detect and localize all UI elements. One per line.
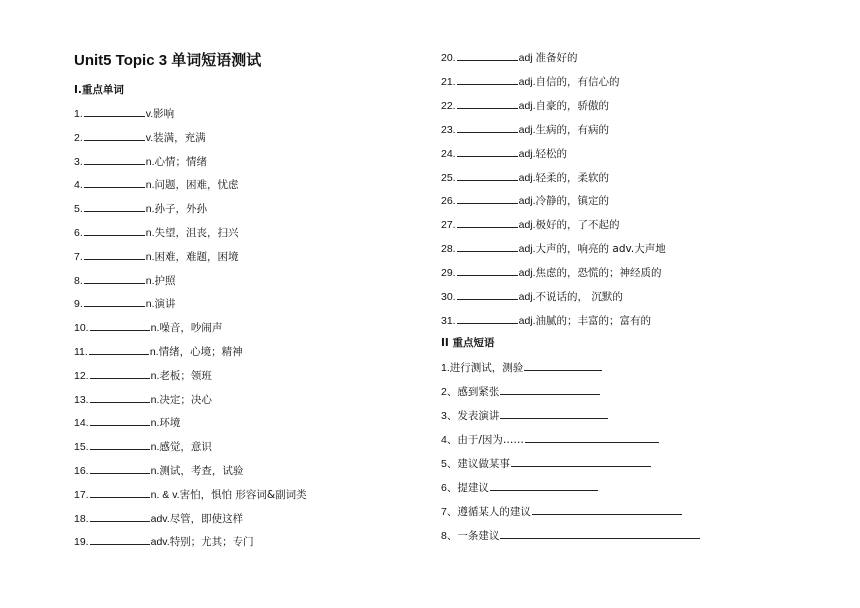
part-of-speech: n. xyxy=(145,155,155,168)
page-title: Unit5 Topic 3 单词短语测试 xyxy=(74,52,262,69)
part-of-speech: adj. xyxy=(518,147,536,160)
part-of-speech: n. xyxy=(145,298,155,311)
word-item xyxy=(74,343,243,359)
phrase-text: 一条建议 xyxy=(457,530,500,542)
answer-blank[interactable] xyxy=(457,73,518,85)
item-number: 4. xyxy=(74,179,83,192)
item-number: 7. xyxy=(74,250,83,263)
answer-blank[interactable] xyxy=(90,414,150,426)
answer-blank[interactable] xyxy=(457,49,518,61)
item-number: 8. xyxy=(74,274,83,287)
phrase-text: 感到紧张 xyxy=(457,386,500,398)
word-meaning: 大声的，响亮的 adv.大声地 xyxy=(535,243,666,256)
answer-blank[interactable] xyxy=(457,121,518,133)
answer-blank[interactable] xyxy=(500,383,600,395)
item-number: 12. xyxy=(74,369,89,382)
item-number: 24. xyxy=(441,147,456,160)
item-number: 15. xyxy=(74,441,89,454)
word-item xyxy=(74,224,239,240)
phrase-text: 进行测试，测验 xyxy=(449,362,524,374)
part-of-speech: adj xyxy=(518,52,536,64)
part-of-speech: adv. xyxy=(150,512,170,525)
word-meaning: 特别；尤其；专门 xyxy=(169,536,254,549)
phrase-item xyxy=(441,431,660,447)
section-key-phrases: II 重点短语 xyxy=(441,337,495,349)
word-meaning: 问题，困难，忧虑 xyxy=(154,179,239,192)
word-meaning: 困难，难题，困境 xyxy=(154,250,239,263)
word-meaning: 尽管，即使这样 xyxy=(169,512,244,525)
phrase-item xyxy=(441,407,609,423)
part-of-speech: n. xyxy=(145,203,155,216)
word-item xyxy=(441,97,609,113)
word-meaning: 环境 xyxy=(159,417,181,430)
answer-blank[interactable] xyxy=(511,455,651,467)
word-item xyxy=(74,414,180,430)
part-of-speech: n. & v. xyxy=(150,488,180,501)
phrase-item xyxy=(441,479,599,495)
item-number: 23. xyxy=(441,123,456,136)
item-number: 13. xyxy=(74,393,89,406)
part-of-speech: adj. xyxy=(518,291,536,303)
item-number: 20. xyxy=(441,52,456,64)
word-meaning: 准备好的 xyxy=(535,52,578,64)
part-of-speech: adj. xyxy=(518,195,536,208)
answer-blank[interactable] xyxy=(90,391,150,403)
word-meaning: 冷静的，镇定的 xyxy=(535,195,610,208)
part-of-speech: n. xyxy=(150,441,160,454)
phrase-text: 遵循某人的建议 xyxy=(457,506,531,518)
part-of-speech: adj. xyxy=(518,99,536,112)
word-meaning: 决定；决心 xyxy=(159,393,212,406)
item-number: 19. xyxy=(74,536,89,549)
word-item xyxy=(74,248,239,264)
word-item xyxy=(74,533,254,549)
item-number: 31. xyxy=(441,314,456,327)
item-number: 27. xyxy=(441,219,456,232)
word-item xyxy=(441,49,578,65)
word-item xyxy=(441,216,620,232)
part-of-speech: n. xyxy=(145,250,155,263)
item-number: 16. xyxy=(74,465,89,477)
word-meaning: 焦虑的，恐慌的；神经质的 xyxy=(535,267,662,280)
part-of-speech: adv. xyxy=(150,536,170,549)
word-meaning: 装满，充满 xyxy=(153,131,206,144)
part-of-speech: n. xyxy=(150,369,160,382)
word-meaning: 护照 xyxy=(154,274,176,287)
part-of-speech: adj. xyxy=(518,219,536,232)
answer-blank[interactable] xyxy=(500,527,700,539)
item-number: 29. xyxy=(441,267,456,280)
word-meaning: 情绪，心境；精神 xyxy=(158,346,243,358)
answer-blank[interactable] xyxy=(84,176,145,188)
part-of-speech: adj. xyxy=(518,314,536,327)
item-number: 6、 xyxy=(441,482,458,494)
item-number: 17. xyxy=(74,488,89,501)
part-of-speech: adj. xyxy=(518,123,536,136)
word-item xyxy=(74,391,212,407)
word-item xyxy=(74,129,206,145)
word-meaning: 自豪的，骄傲的 xyxy=(535,99,610,112)
word-meaning: 自信的，有信心的 xyxy=(535,75,620,88)
word-item xyxy=(441,73,620,89)
item-number: 9. xyxy=(74,298,83,311)
item-number: 7、 xyxy=(441,506,458,518)
item-number: 1. xyxy=(74,108,83,120)
part-of-speech: adj. xyxy=(518,171,536,184)
word-meaning: 轻柔的，柔软的 xyxy=(535,171,610,184)
answer-blank[interactable] xyxy=(84,200,145,212)
word-item xyxy=(74,510,243,526)
word-item xyxy=(441,288,623,304)
word-meaning: 油腻的；丰富的；富有的 xyxy=(535,314,652,327)
answer-blank[interactable] xyxy=(89,343,149,355)
item-number: 26. xyxy=(441,195,456,208)
phrase-text: 提建议 xyxy=(457,482,489,494)
phrase-item xyxy=(441,455,652,471)
item-number: 8、 xyxy=(441,530,458,542)
word-meaning: 测试，考查，试验 xyxy=(159,465,244,477)
word-item xyxy=(74,105,174,121)
answer-blank[interactable] xyxy=(525,431,659,443)
word-item xyxy=(441,264,662,280)
item-number: 1. xyxy=(441,362,450,374)
word-item xyxy=(74,200,207,216)
answer-blank[interactable] xyxy=(490,479,598,491)
item-number: 3、 xyxy=(441,410,458,422)
answer-blank[interactable] xyxy=(457,312,518,324)
word-meaning: 演讲 xyxy=(154,298,176,311)
item-number: 14. xyxy=(74,417,89,430)
word-item xyxy=(74,438,212,454)
word-item xyxy=(74,319,222,335)
answer-blank[interactable] xyxy=(90,367,150,379)
word-meaning: 极好的，了不起的 xyxy=(535,219,620,232)
phrase-text: 发表演讲 xyxy=(457,410,500,422)
item-number: 22. xyxy=(441,99,456,112)
item-number: 21. xyxy=(441,75,456,88)
word-meaning: 老板；领班 xyxy=(159,369,212,382)
answer-blank[interactable] xyxy=(84,105,145,117)
answer-blank[interactable] xyxy=(90,533,150,545)
answer-blank[interactable] xyxy=(90,438,150,450)
phrase-item xyxy=(441,527,701,543)
item-number: 5. xyxy=(74,203,83,216)
item-number: 28. xyxy=(441,243,456,256)
phrase-item xyxy=(441,359,603,375)
answer-blank[interactable] xyxy=(457,97,518,109)
answer-blank[interactable] xyxy=(500,407,608,419)
item-number: 2. xyxy=(74,131,83,144)
word-item xyxy=(441,169,609,185)
answer-blank[interactable] xyxy=(457,264,518,276)
word-meaning: 轻松的 xyxy=(535,147,568,160)
phrase-text: 建议做某事 xyxy=(457,458,510,470)
word-meaning: 害怕，惧怕 形容词&副词类 xyxy=(179,488,307,501)
answer-blank[interactable] xyxy=(84,153,145,165)
item-number: 25. xyxy=(441,171,456,184)
part-of-speech: n. xyxy=(150,465,160,477)
word-item xyxy=(441,145,567,161)
part-of-speech: adj. xyxy=(518,75,536,88)
word-meaning: 心情；情绪 xyxy=(154,155,208,168)
answer-blank[interactable] xyxy=(84,248,145,260)
answer-blank[interactable] xyxy=(457,169,518,181)
word-item xyxy=(74,153,207,169)
answer-blank[interactable] xyxy=(457,288,518,300)
item-number: 2、 xyxy=(441,386,458,398)
word-item xyxy=(441,312,651,328)
word-meaning: 噪音，吵闹声 xyxy=(159,322,223,335)
word-item xyxy=(441,192,609,208)
part-of-speech: n. xyxy=(150,322,160,335)
item-number: 3. xyxy=(74,155,83,168)
part-of-speech: n. xyxy=(145,274,155,287)
phrase-text: 由于/因为…… xyxy=(457,434,524,446)
item-number: 10. xyxy=(74,322,89,335)
answer-blank[interactable] xyxy=(457,216,518,228)
word-item xyxy=(74,462,243,478)
answer-blank[interactable] xyxy=(90,319,150,331)
word-item xyxy=(74,486,307,502)
item-number: 6. xyxy=(74,227,83,239)
word-item xyxy=(441,121,609,137)
word-item xyxy=(74,176,239,192)
word-meaning: 不说话的， 沉默的 xyxy=(535,291,623,303)
word-item xyxy=(441,240,666,256)
part-of-speech: v. xyxy=(145,108,154,120)
word-meaning: 影响 xyxy=(153,108,175,120)
part-of-speech: v. xyxy=(145,131,154,144)
answer-blank[interactable] xyxy=(457,192,518,204)
item-number: 4、 xyxy=(441,434,458,446)
answer-blank[interactable] xyxy=(457,240,518,252)
answer-blank[interactable] xyxy=(84,224,145,236)
answer-blank[interactable] xyxy=(524,359,602,371)
word-meaning: 失望，沮丧，扫兴 xyxy=(154,227,239,239)
part-of-speech: n. xyxy=(149,346,159,358)
item-number: 18. xyxy=(74,512,89,525)
word-item xyxy=(74,272,176,288)
word-item xyxy=(74,367,212,383)
answer-blank[interactable] xyxy=(90,462,150,474)
item-number: 5、 xyxy=(441,458,458,470)
part-of-speech: n. xyxy=(145,179,155,192)
word-meaning: 生病的，有病的 xyxy=(535,123,610,136)
answer-blank[interactable] xyxy=(90,510,150,522)
phrase-item xyxy=(441,503,683,519)
answer-blank[interactable] xyxy=(532,503,682,515)
part-of-speech: n. xyxy=(150,417,160,430)
item-number: 30. xyxy=(441,291,456,303)
item-number: 11. xyxy=(74,346,88,358)
answer-blank[interactable] xyxy=(90,486,150,498)
word-meaning: 感觉，意识 xyxy=(159,441,212,454)
word-meaning: 孙子，外孙 xyxy=(154,203,208,216)
answer-blank[interactable] xyxy=(84,272,145,284)
phrase-item xyxy=(441,383,601,399)
answer-blank[interactable] xyxy=(84,295,145,307)
part-of-speech: adj. xyxy=(518,243,536,256)
part-of-speech: adj. xyxy=(518,267,536,280)
answer-blank[interactable] xyxy=(457,145,518,157)
answer-blank[interactable] xyxy=(84,129,145,141)
word-item xyxy=(74,295,176,311)
section-key-words: I.重点单词 xyxy=(74,84,124,96)
part-of-speech: n. xyxy=(145,227,155,239)
part-of-speech: n. xyxy=(150,393,160,406)
